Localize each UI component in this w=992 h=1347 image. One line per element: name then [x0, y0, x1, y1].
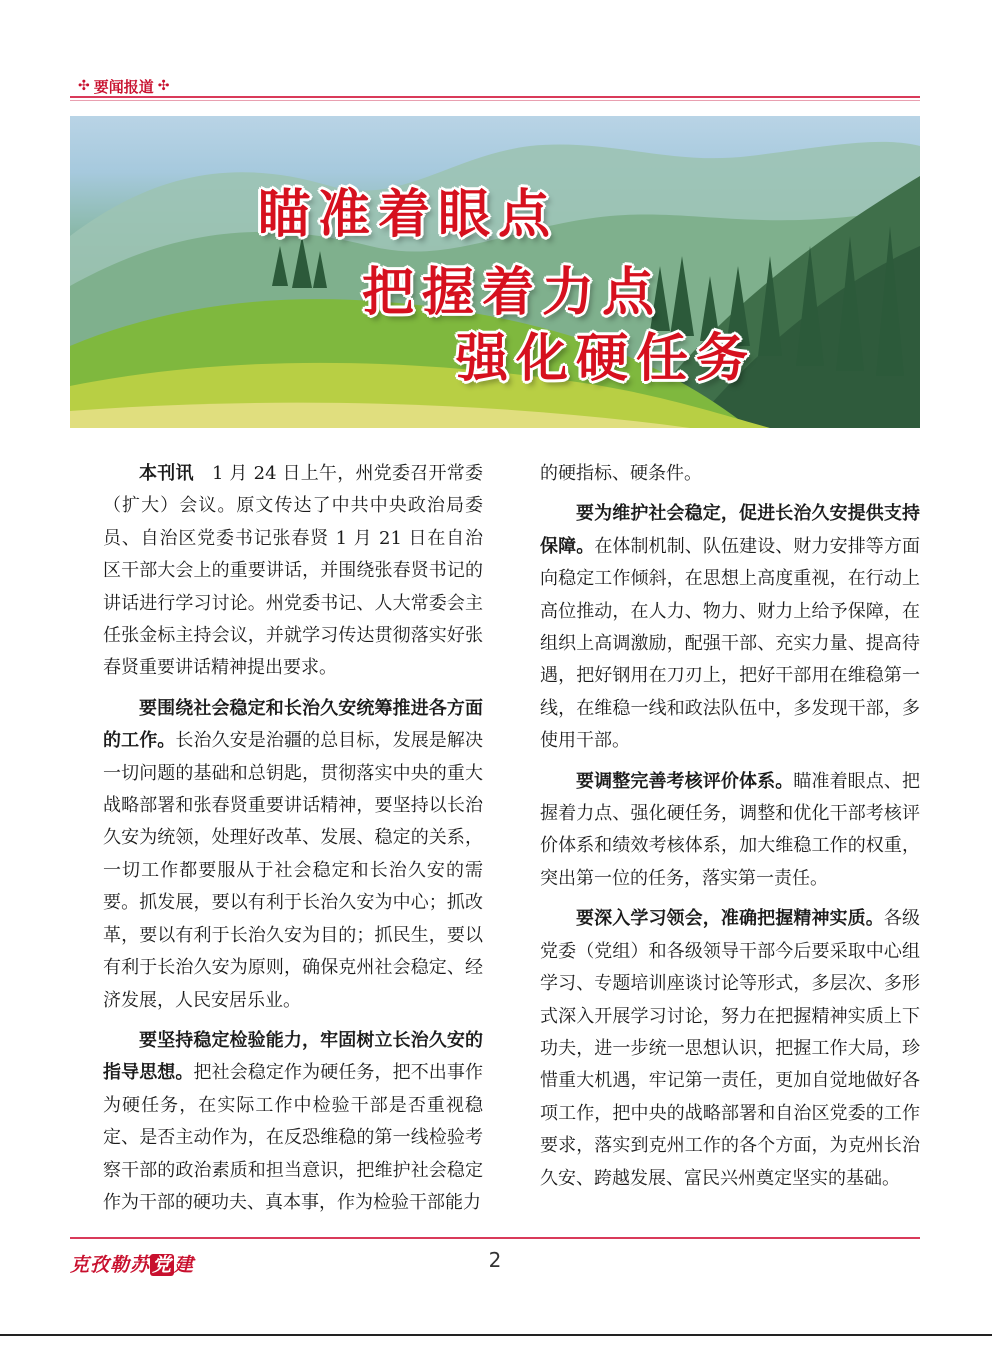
- logo-text: 克孜勒苏: [70, 1254, 151, 1276]
- header-rule: [70, 96, 920, 98]
- page-edge-line: [0, 1334, 992, 1336]
- paragraph-lead: 要深入学习领会，准确把握精神实质。: [576, 908, 884, 930]
- magazine-logo: [70, 1250, 194, 1277]
- paragraph-text: 各级党委（党组）和各级领导干部今后要采取中心组学习、专题培训座谈讨论等形式，多层次、多形式深入开展学习讨论，努力在把握精神实质上下功夫，进一步统一思想认识，把握工作大局，珍惜重大机遇，牢记第一责任，更加自觉地做好各项工作，把中央的战略部署和自治区党委的工作要求，落实到克州工作的各个方面，为克州长治久安、跨越发展、富民兴州奠定坚实的基础。: [540, 908, 921, 1189]
- article-paragraph: [103, 693, 483, 1017]
- banner-image: [70, 116, 920, 428]
- paragraph-text: 瞄准着眼点、把握着力点、强化硬任务，调整和优化干部考核评价体系和绩效考核体系，加大维稳工作的权重，突出第一位的任务，落实第一责任。: [540, 770, 921, 889]
- article-paragraph: [103, 1025, 483, 1219]
- banner-headline-line1: 瞄准着眼点: [258, 185, 559, 245]
- logo-highlight: 党: [152, 1254, 173, 1276]
- page-number: 2: [488, 1248, 502, 1272]
- section-tag: [78, 74, 169, 98]
- article-column-left: [103, 458, 483, 1227]
- article-paragraph-continued: 的硬指标、硬条件。: [540, 463, 702, 484]
- paragraph-lead: 要坚持稳定检验能力，牢固树立长治久安的指导思想。: [103, 1029, 483, 1084]
- paragraph-text: 把社会稳定作为硬任务，把不出事作为硬任务，在实际工作中检验干部是否重视稳定、是否主动作为，在反恐维稳的第一线检验考察干部的政治素质和担当意识，把维护社会稳定作为干部的硬功夫、真本事，作为检验干部能力: [103, 1062, 483, 1213]
- paragraph-lead: 要为维护社会稳定，促进长治久安提供支持保障。: [540, 503, 920, 557]
- ornament-icon: ✣: [78, 78, 90, 94]
- paragraph-text: 在体制机制、队伍建设、财力安排等方面向稳定工作倾斜，在思想上高度重视，在行动上高位推动，在人力、物力、财力上给予保障，在组织上高调激励，配强干部、充实力量、提高待遇，把好钢用在刀刃上，把好干部用在维稳第一线，在维稳一线和政法队伍中，多发现干部，多使用干部。: [540, 535, 921, 752]
- paragraph-lead: 要围绕社会稳定和长治久安统筹推进各方面的工作。: [103, 697, 483, 752]
- article-paragraph: [540, 498, 920, 757]
- paragraph-text: 1 月 24 日上午，州党委召开常委（扩大）会议。原文传达了中共中央政治局委员、自治区党委书记张春贤 1 月 21 日在自治区干部大会上的重要讲话，并围绕张春贤书记的讲话进行学习讨论。州党委书记、人大常委会主任张金标主持会议，并就学习传达贯彻落实好张春贤重要讲话精神提出要求。: [103, 463, 483, 679]
- logo-text-end: 建: [174, 1254, 195, 1276]
- article-paragraph: [540, 903, 920, 1195]
- paragraph-lead: 要调整完善考核评价体系。: [576, 770, 794, 792]
- header-rule-thin: [70, 100, 920, 101]
- ornament-icon: ✣: [157, 78, 170, 94]
- banner-headline-line2: 把握着力点: [362, 263, 663, 323]
- paragraph-lead: 本刊讯: [139, 463, 194, 484]
- footer-rule: [70, 1237, 920, 1239]
- banner-headline-line3: 强化硬任务: [456, 329, 757, 389]
- paragraph-text: 长治久安是治疆的总目标，发展是解决一切问题的基础和总钥匙，贯彻落实中央的重大战略部署和张春贤重要讲话精神，要坚持以长治久安为统领，处理好改革、发展、稳定的关系，一切工作都要服从于社会稳定和长治久安的需要。抓发展，要以有利于长治久安为中心；抓改革，要以有利于长治久安为目的；抓民生，要以有利于长治久安为原则，确保克州社会稳定、经济发展，人民安居乐业。: [103, 730, 484, 1011]
- article-paragraph: [540, 766, 920, 896]
- article-column-right: [540, 458, 920, 1203]
- article-paragraph: [103, 458, 483, 685]
- section-title: 要闻报道: [93, 77, 154, 96]
